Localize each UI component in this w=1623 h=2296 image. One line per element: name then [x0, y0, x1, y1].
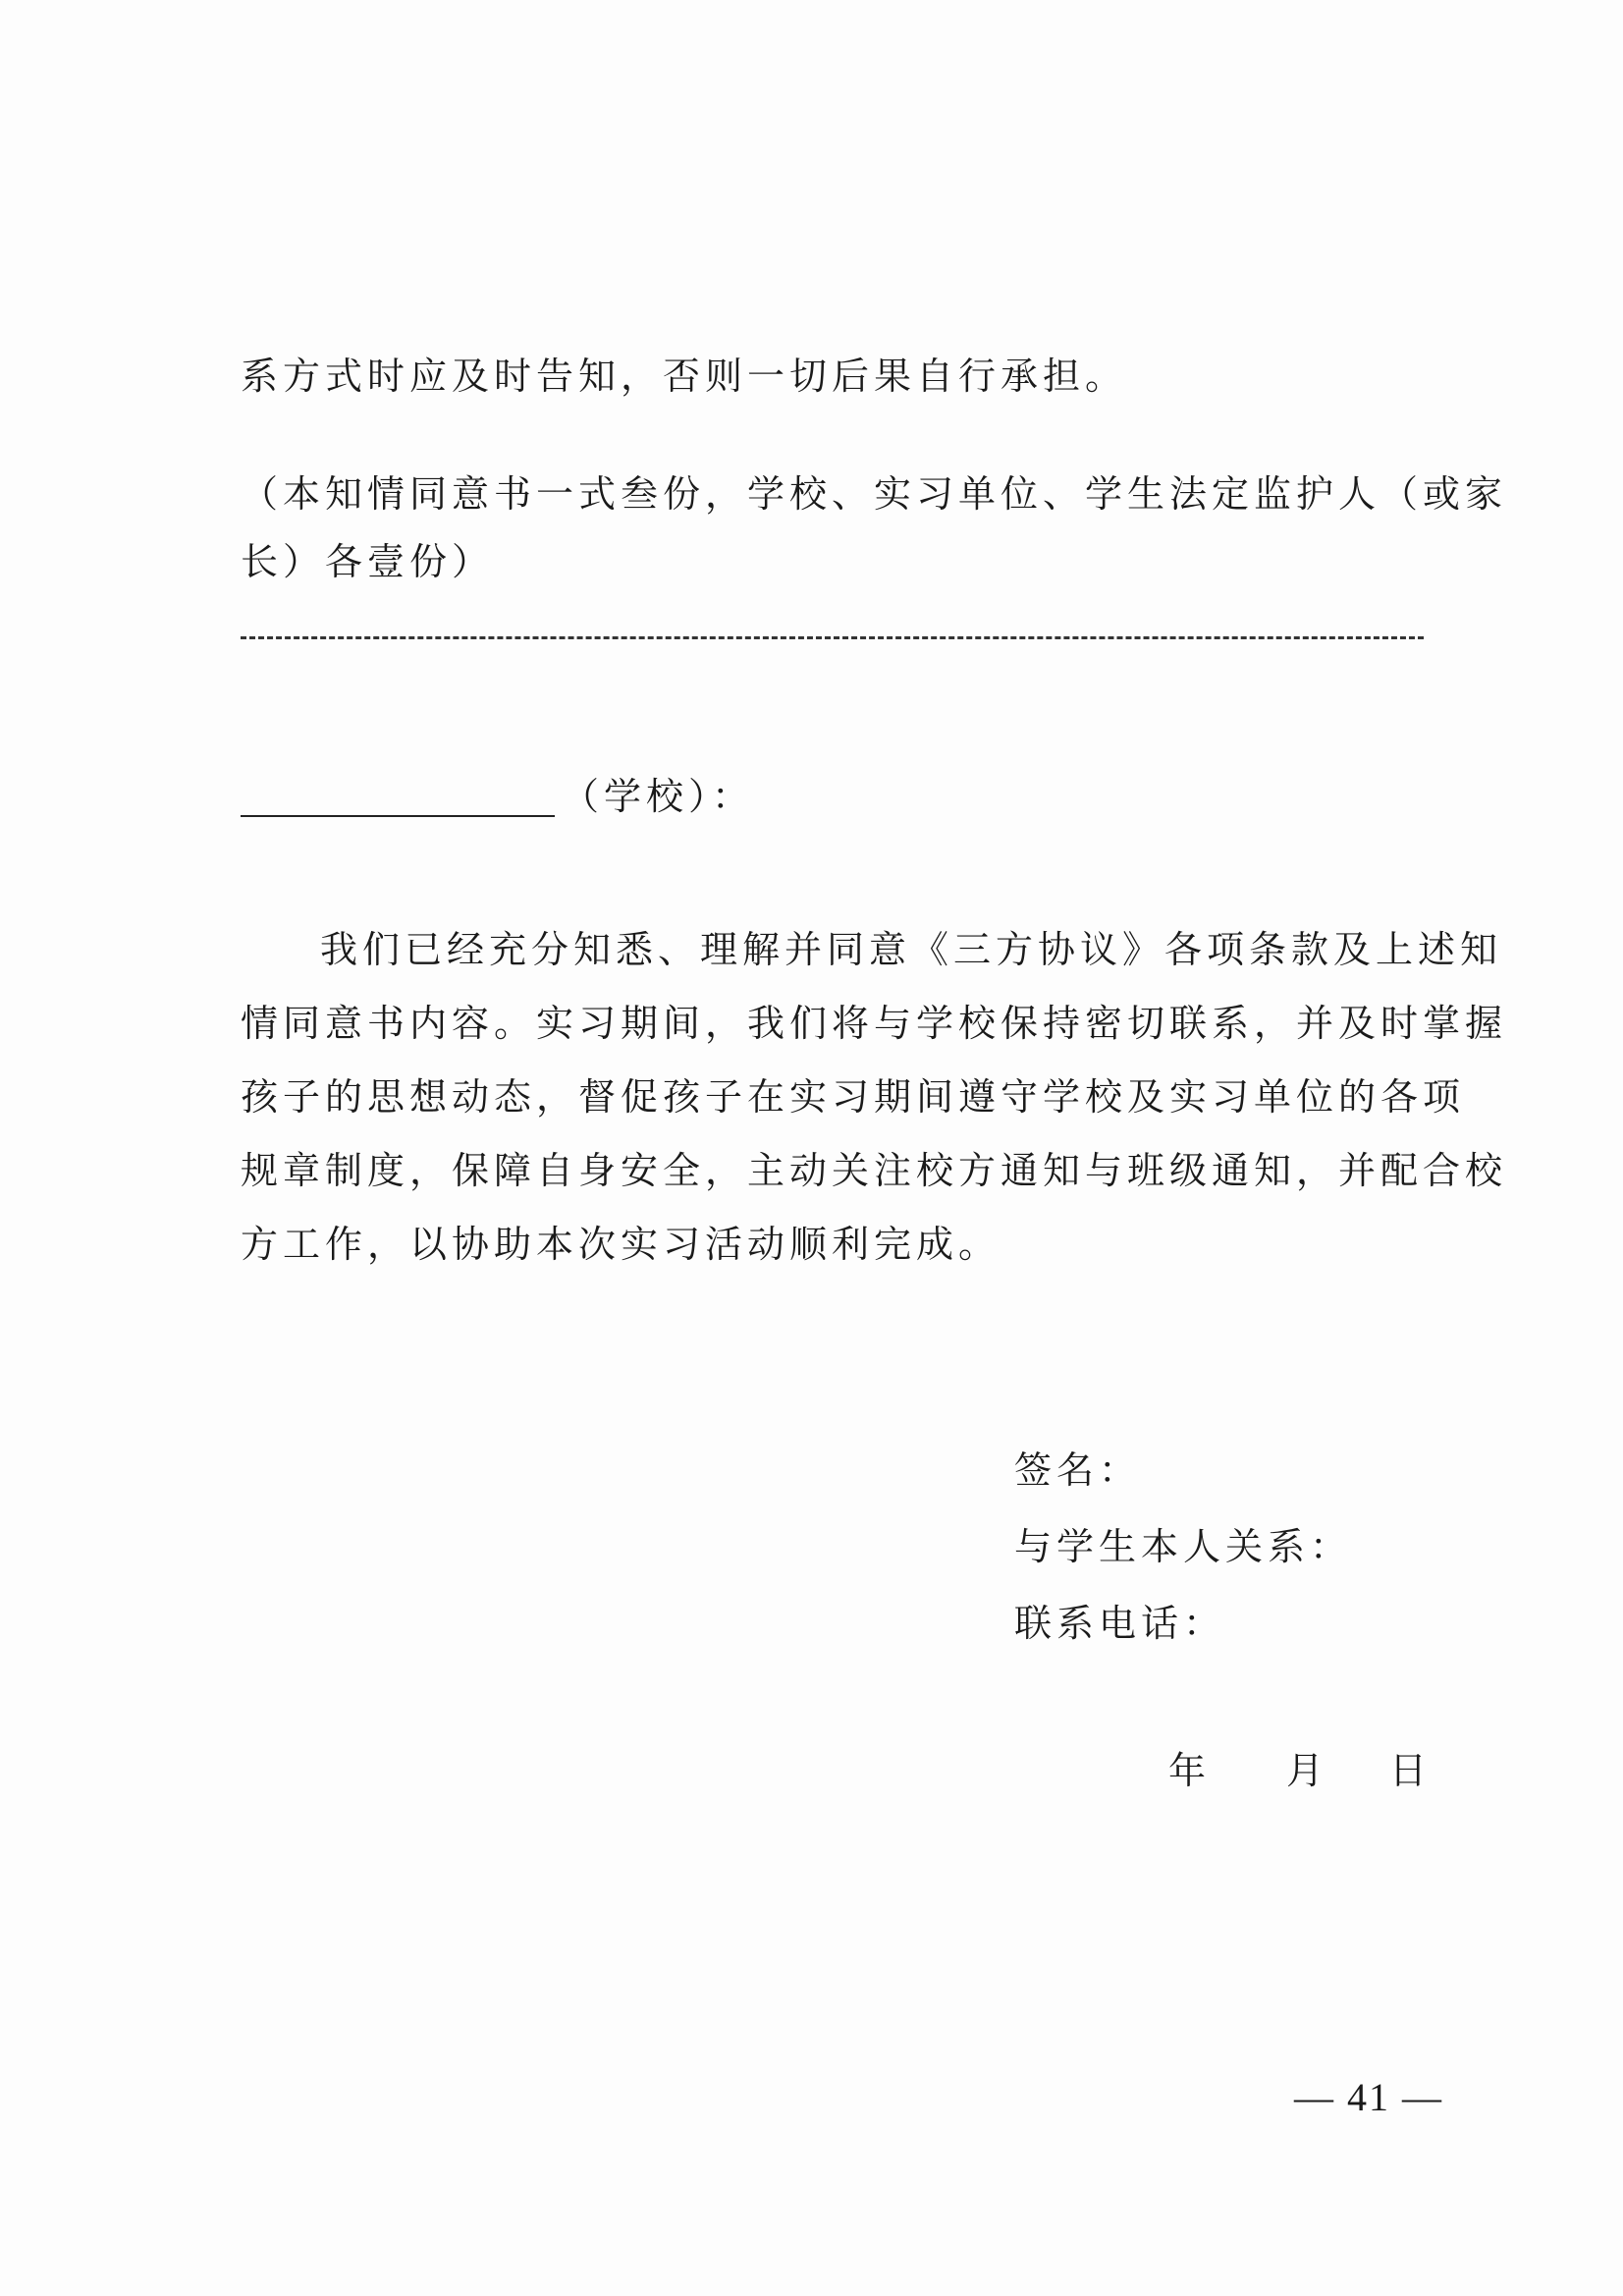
school-name-blank: [241, 815, 555, 817]
date-month-label: 月: [1286, 1749, 1329, 1792]
page-number: — 41 —: [1294, 2075, 1443, 2119]
consent-body-line-2: 情同意书内容。实习期间，我们将与学校保持密切联系，并及时掌握: [241, 1002, 1508, 1045]
addressee-school-label: （学校）：: [562, 775, 755, 818]
consent-body-line-3: 孩子的思想动态，督促孩子在实习期间遵守学校及实习单位的各项: [241, 1075, 1466, 1119]
tear-off-separator: [241, 636, 1424, 639]
phone-label: 联系电话：: [1014, 1602, 1226, 1645]
consent-body-line-5: 方工作，以协助本次实习活动顺利完成。: [241, 1223, 1001, 1266]
copies-note-line-1: （本知情同意书一式叁份，学校、实习单位、学生法定监护人（或家: [241, 472, 1508, 516]
consent-body-line-4: 规章制度，保障自身安全，主动关注校方通知与班级通知，并配合校: [241, 1149, 1508, 1192]
copies-note-line-2: 长）各壹份）: [241, 540, 495, 583]
date-year-label: 年: [1168, 1749, 1212, 1792]
consent-body-line-1: 我们已经充分知悉、理解并同意《三方协议》各项条款及上述知: [320, 928, 1503, 971]
continued-text-line: 系方式时应及时告知，否则一切后果自行承担。: [241, 355, 1128, 398]
date-day-label: 日: [1389, 1749, 1433, 1792]
signature-label: 签名：: [1014, 1449, 1142, 1492]
relationship-label: 与学生本人关系：: [1014, 1525, 1353, 1568]
